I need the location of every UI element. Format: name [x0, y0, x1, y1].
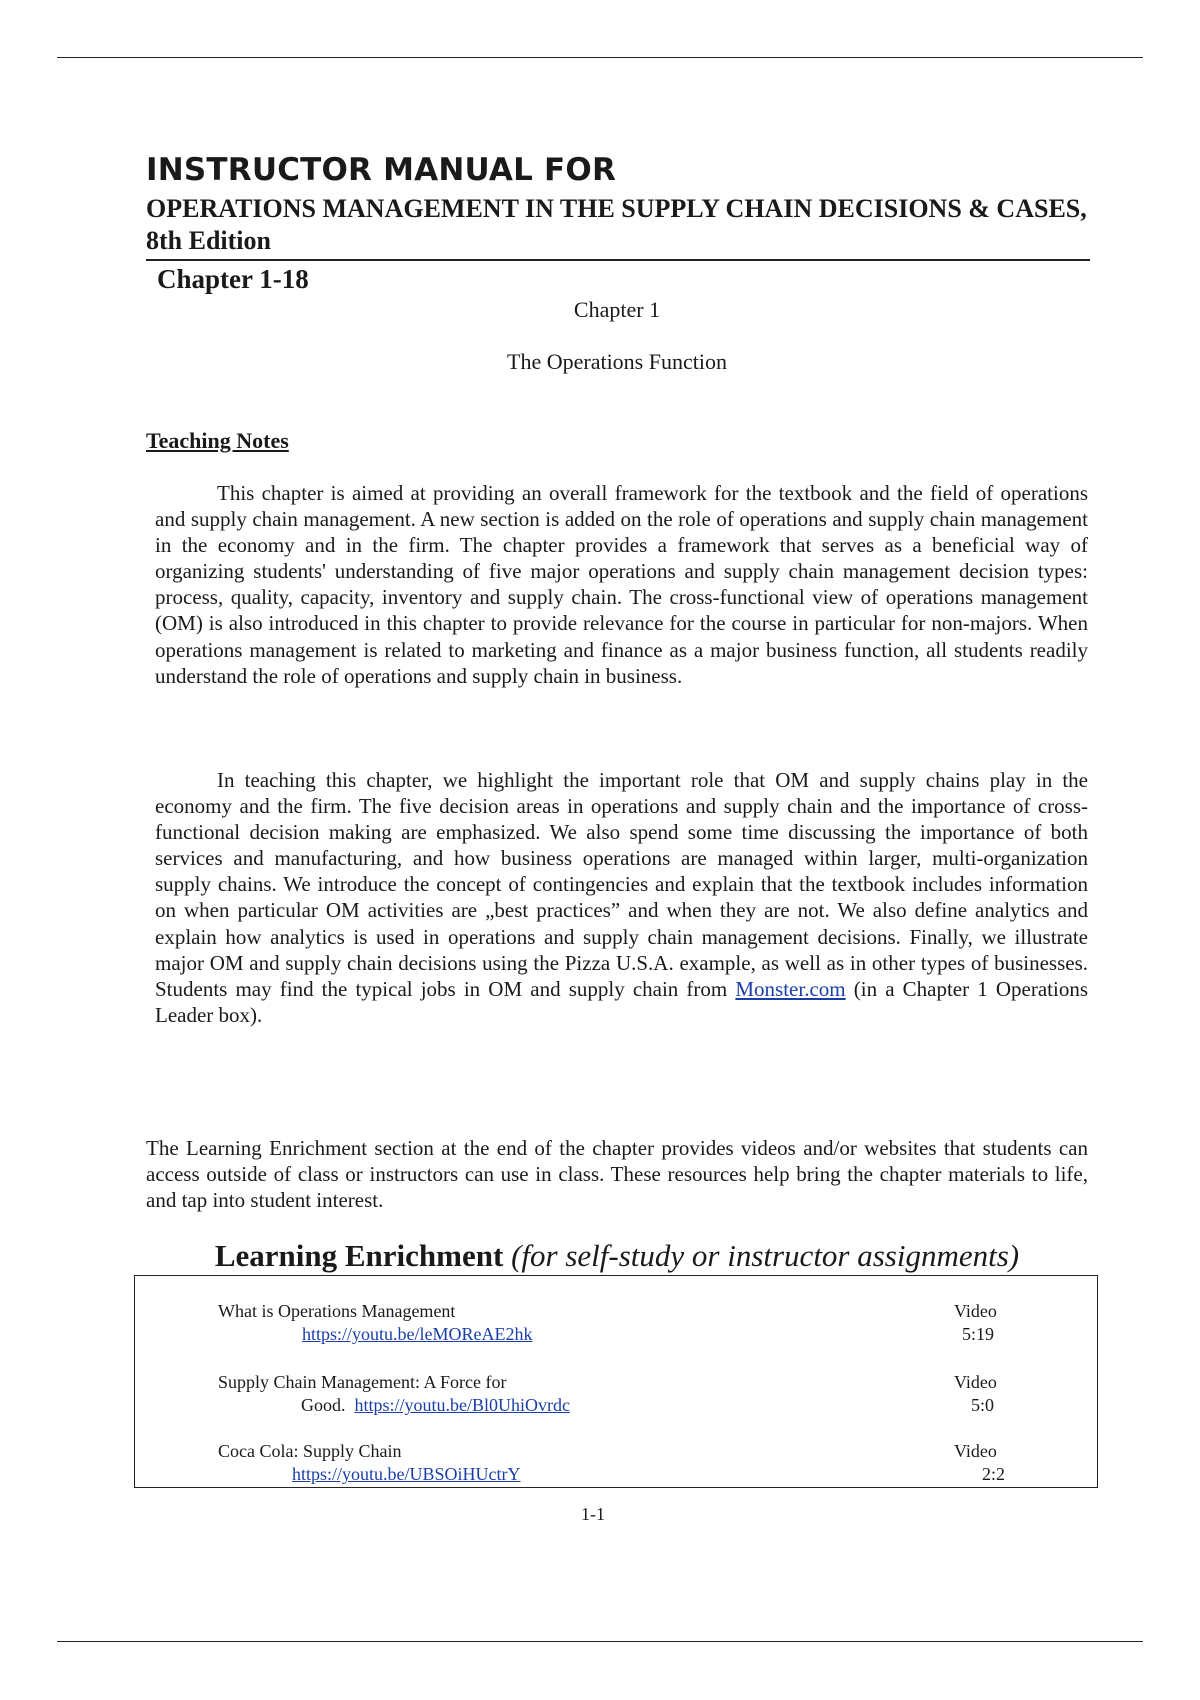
resource-name: What is Operations Management — [218, 1301, 456, 1321]
monster-link[interactable]: Monster.com — [735, 976, 846, 1001]
resource-type: Video — [954, 1301, 997, 1321]
paragraph-2-tail: (in a Chapter 1 Operations Leader box). — [155, 976, 1088, 1027]
learning-enrichment-subtitle: (for self-study or instructor assignments) — [511, 1238, 1020, 1273]
paragraph-2-text: In teaching this chapter, we highlight the important role that OM and supply chains play in the economy and the firm. The five decision areas in operations and supply chain and the importance of cross-functional decision making are emphasized. We also spend some time discussing the importance of both services and manufacturing, and how business operations are managed within larger, multi-organization supply chains. We introduce the concept of contingencies and explain that the textbook includes information on when particular OM activities are „best practices” and when they are not. We also define analytics and explain how analytics is used in operations and supply chain management decisions. Finally, we illustrate major OM and supply chain decisions using the Pizza U.S.A. example, as well as in other types of businesses. Students may find the typical jobs in OM and supply chain from — [155, 768, 1088, 1001]
resource-url-line — [292, 1463, 521, 1486]
manual-title: INSTRUCTOR MANUAL FOR — [146, 152, 617, 188]
resource-link[interactable]: https://youtu.be/UBSOiHUctrY — [292, 1464, 521, 1484]
resource-link[interactable]: https://youtu.be/leMOReAE2hk — [302, 1324, 533, 1344]
resource-type: Video — [954, 1372, 997, 1392]
chapter-number: Chapter 1 — [573, 297, 661, 322]
resource-duration: 2:2 — [982, 1464, 1006, 1484]
top-rule — [57, 57, 1143, 58]
bottom-rule — [57, 1641, 1143, 1642]
teaching-notes-heading: Teaching Notes — [146, 428, 289, 453]
learning-enrichment-heading: Learning Enrichment — [214, 1238, 504, 1273]
resource-name: Supply Chain Management: A Force for — [218, 1372, 507, 1392]
resource-link[interactable]: https://youtu.be/Bl0UhiOvrdc — [354, 1395, 570, 1415]
resource-name: Coca Cola: Supply Chain — [218, 1441, 402, 1461]
chapter-range: Chapter 1-18 — [157, 264, 309, 294]
resource-url-line — [301, 1394, 570, 1417]
resource-name-continued: Good. — [301, 1395, 346, 1415]
resource-url-line — [302, 1323, 532, 1346]
teaching-notes-paragraph-3: The Learning Enrichment section at the end of the chapter provides videos and/or websites that students can access outside of class or instructors can use in class. These resources help bring the chapter materials to life, and tap into student interest. — [146, 1136, 1088, 1213]
learning-enrichment-box — [134, 1275, 1098, 1488]
learning-enrichment-title — [0, 1238, 1200, 1274]
chapter-title: The Operations Function — [507, 349, 727, 374]
book-title: OPERATIONS MANAGEMENT IN THE SUPPLY CHAIN DECISIONS & CASES, 8th Edition — [146, 193, 1090, 261]
page-number: 1-1 — [581, 1504, 605, 1524]
resource-duration: 5:19 — [962, 1324, 995, 1344]
resource-duration: 5:0 — [971, 1395, 995, 1415]
resource-type: Video — [954, 1441, 997, 1461]
teaching-notes-paragraph-1: This chapter is aimed at providing an overall framework for the textbook and the field of operations and supply chain management. A new section is added on the role of operations and supply chain management in the economy and in the firm. The chapter provides a framework that serves as a beneficial way of organizing students' understanding of five major operations and supply chain management decision types: process, quality, capacity, inventory and supply chain. The cross-functional view of operations management (OM) is also introduced in this chapter to provide relevance for the course in particular for non-majors. When operations management is related to marketing and finance as a major business function, all students readily understand the role of operations and supply chain in business. — [155, 481, 1088, 688]
teaching-notes-paragraph-2 — [155, 767, 1088, 1028]
